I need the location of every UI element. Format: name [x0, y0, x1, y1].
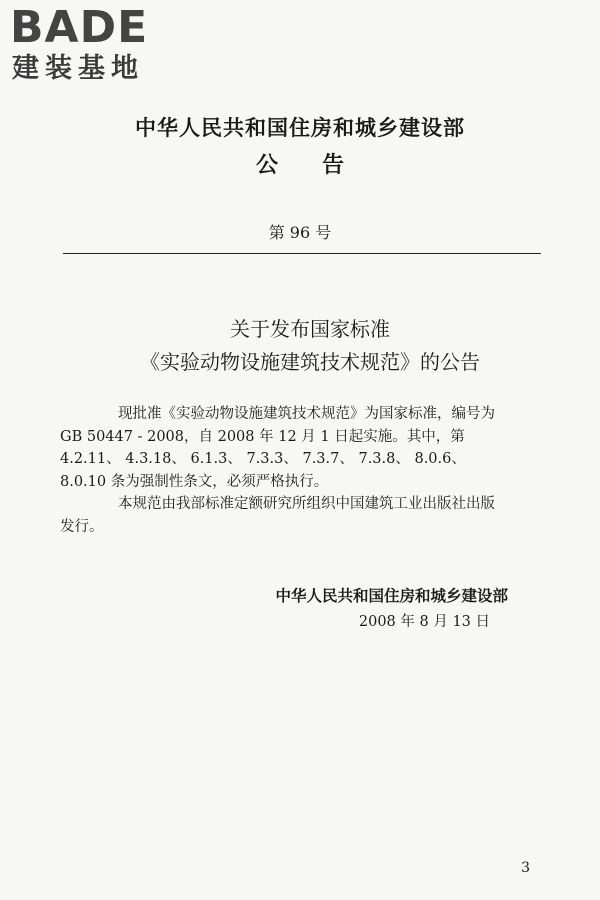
signature-date: 2008 年 8 月 13 日 — [358, 614, 490, 630]
document-title-line-2: 《实验动物设施建筑技术规范》的公告 — [140, 350, 480, 374]
body-line: 本规范由我部标准定额研究所组织中国建筑工业出版社出版 — [118, 496, 495, 512]
document-title-line-1: 关于发布国家标准 — [230, 317, 390, 341]
body-line: 发行。 — [60, 518, 104, 535]
notice-number: 第 96 号 — [268, 223, 332, 242]
body-paragraph-2 — [60, 493, 519, 538]
page-number: 3 — [521, 860, 530, 876]
body-line: 4.2.11、 4.3.18、 6.1.3、 7.3.3、 7.3.7、 7.3.8、 8.0.6、 — [60, 451, 466, 467]
body-line: GB 50447 - 2008，自 2008 年 12 月 1 日起实施。其中，第 — [60, 428, 465, 445]
body-line: 8.0.10 条为强制性条文，必须严格执行。 — [60, 473, 329, 490]
logo-subtitle: 建装基地 — [12, 53, 144, 84]
body-line: 现批准《实验动物设施建筑技术规范》为国家标准，编号为 — [118, 406, 495, 422]
logo-mark: BADE — [10, 2, 149, 53]
header-divider — [63, 253, 541, 254]
notice-body — [60, 403, 519, 538]
ministry-heading: 中华人民共和国住房和城乡建设部 — [135, 116, 465, 140]
bade-logo — [6, 4, 176, 94]
body-paragraph-1 — [60, 403, 519, 493]
notice-heading: 公告 — [255, 153, 388, 178]
signature-organization: 中华人民共和国住房和城乡建设部 — [275, 587, 508, 605]
